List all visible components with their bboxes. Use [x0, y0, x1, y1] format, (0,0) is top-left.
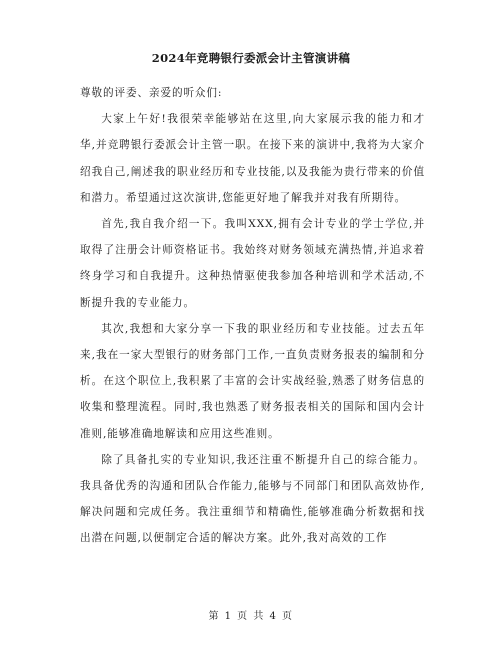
page-number-footer: 第 1 页 共 4 页	[208, 611, 294, 622]
document-body	[80, 80, 425, 552]
salutation: 尊敬的评委、亲爱的听众们:	[80, 87, 223, 99]
paragraph-self-introduction: 首先,我自我介绍一下。我叫XXX,拥有会计专业的学士学位,并取得了注册会计师资格证书。我始终对财务领域充满热情,并追求着终身学习和自我提升。这种热情驱使我参加各种培训和学术活动,不断提升我的专业能力。	[80, 218, 425, 309]
paragraph-greeting: 大家上午好!我很荣幸能够站在这里,向大家展示我的能力和才华,并竞聘银行委派会计主管一职。在接下来的演讲中,我将为大家介绍我自己,阐述我的职业经历和专业技能,以及我能为贵行带来的价值和潜力。希望通过这次演讲,您能更好地了解我并对我有所期待。	[80, 113, 425, 204]
document-title: 2024年竞聘银行委派会计主管演讲稿	[151, 51, 351, 65]
paragraph-experience: 其次,我想和大家分享一下我的职业经历和专业技能。过去五年来,我在一家大型银行的财务部门工作,一直负责财务报表的编制和分析。在这个职位上,我积累了丰富的会计实战经验,熟悉了财务信息的收集和整理流程。同时,我也熟悉了财务报表相关的国际和国内会计准则,能够准确地解读和应用这些准则。	[80, 322, 425, 440]
paragraph-abilities: 除了具备扎实的专业知识,我还注重不断提升自己的综合能力。我具备优秀的沟通和团队合作能力,能够与不同部门和团队高效协作,解决问题和完成任务。我注重细节和精确性,能够准确分析数据和找出潜在问题,以便制定合适的解决方案。此外,我对高效的工作	[80, 453, 425, 545]
